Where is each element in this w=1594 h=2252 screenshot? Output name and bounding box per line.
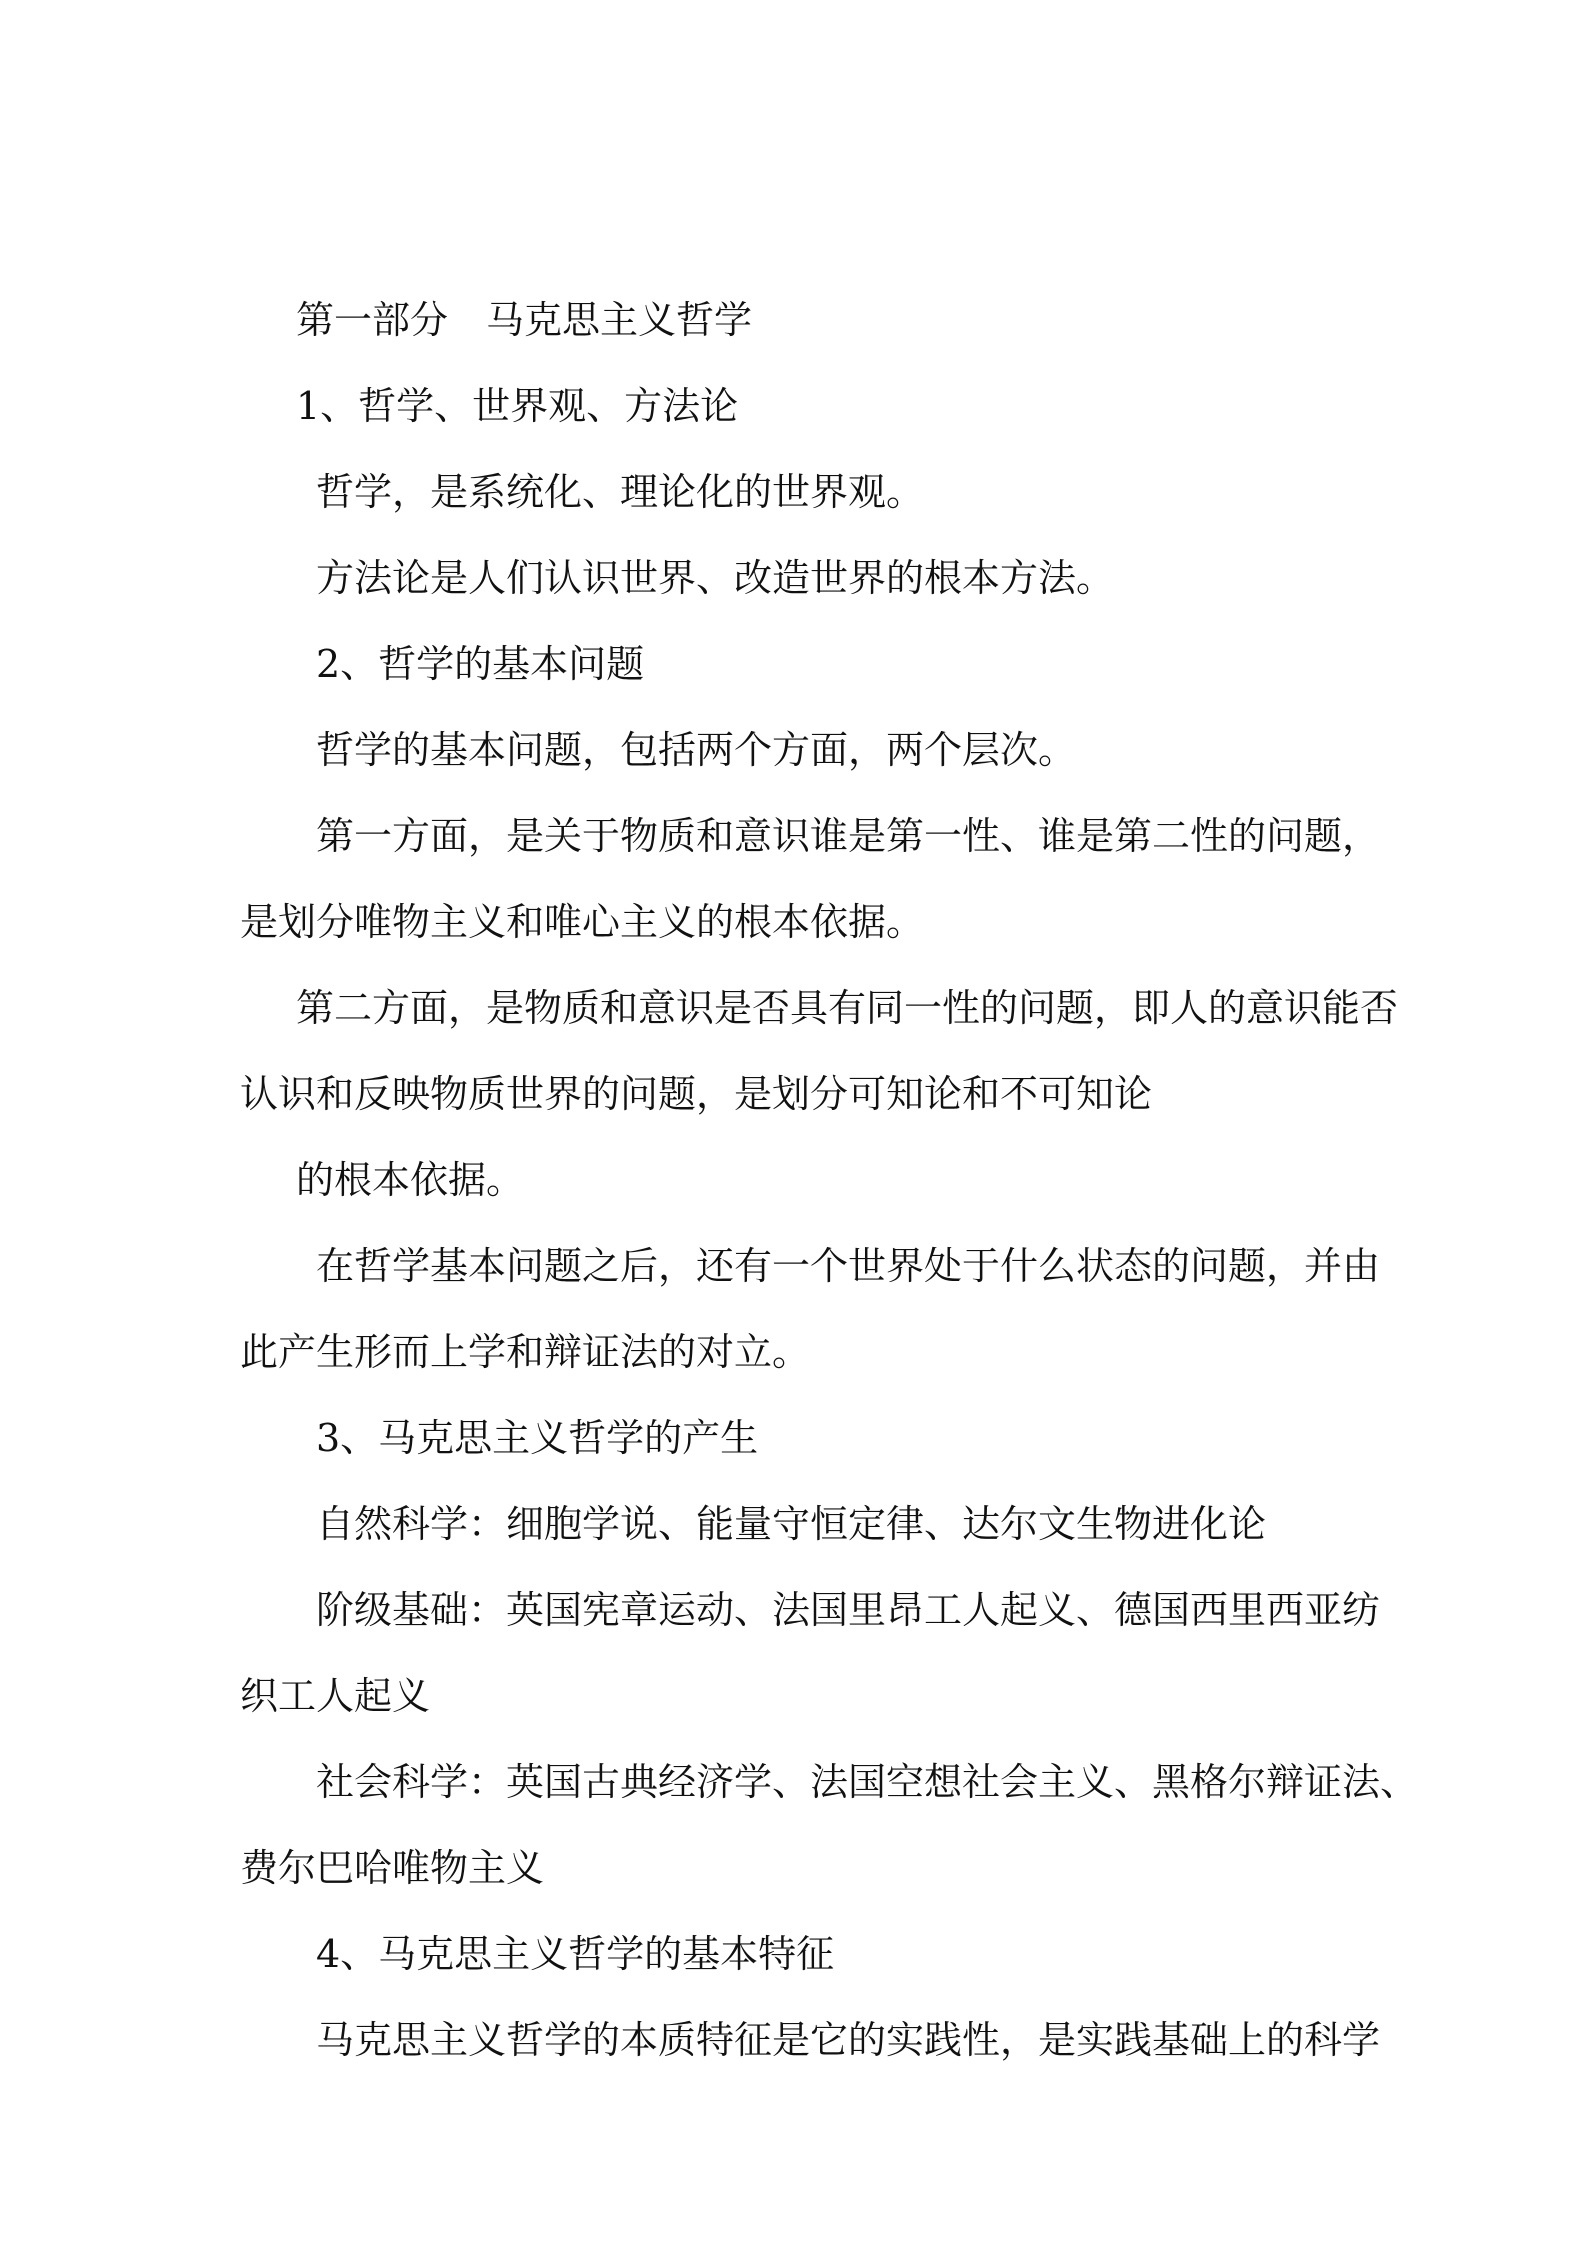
paragraph-line: 织工人起义 [240,1674,431,1718]
paragraph-line: 是划分唯物主义和唯心主义的根本依据。 [240,900,925,944]
section-heading-4: 4、马克思主义哲学的基本特征 [316,1932,835,1976]
paragraph-line: 在哲学基本问题之后，还有一个世界处于什么状态的问题，并由 [316,1244,1381,1288]
paragraph-line: 社会科学：英国古典经济学、法国空想社会主义、黑格尔辩证法、 [316,1760,1419,1804]
section-heading-1: 1、哲学、世界观、方法论 [296,384,739,428]
paragraph-line: 的根本依据。 [296,1158,525,1202]
paragraph-line: 第二方面，是物质和意识是否具有同一性的问题，即人的意识能否 [296,986,1399,1030]
paragraph-line: 哲学的基本问题，包括两个方面，两个层次。 [316,728,1077,772]
paragraph-line: 阶级基础：英国宪章运动、法国里昂工人起义、德国西里西亚纺 [316,1588,1381,1632]
part-heading: 第一部分 马克思主义哲学 [296,298,753,342]
paragraph-line: 哲学，是系统化、理论化的世界观。 [316,470,925,514]
section-heading-2: 2、哲学的基本问题 [316,642,645,686]
paragraph-line: 认识和反映物质世界的问题，是划分可知论和不可知论 [240,1072,1153,1116]
section-heading-3: 3、马克思主义哲学的产生 [316,1416,759,1460]
paragraph-line: 方法论是人们认识世界、改造世界的根本方法。 [316,556,1115,600]
paragraph-line: 此产生形而上学和辩证法的对立。 [240,1330,811,1374]
paragraph-line: 费尔巴哈唯物主义 [240,1846,545,1890]
paragraph-line: 第一方面，是关于物质和意识谁是第一性、谁是第二性的问题， [316,814,1381,858]
paragraph-line: 马克思主义哲学的本质特征是它的实践性，是实践基础上的科学 [316,2018,1381,2062]
paragraph-line: 自然科学：细胞学说、能量守恒定律、达尔文生物进化论 [316,1502,1267,1546]
